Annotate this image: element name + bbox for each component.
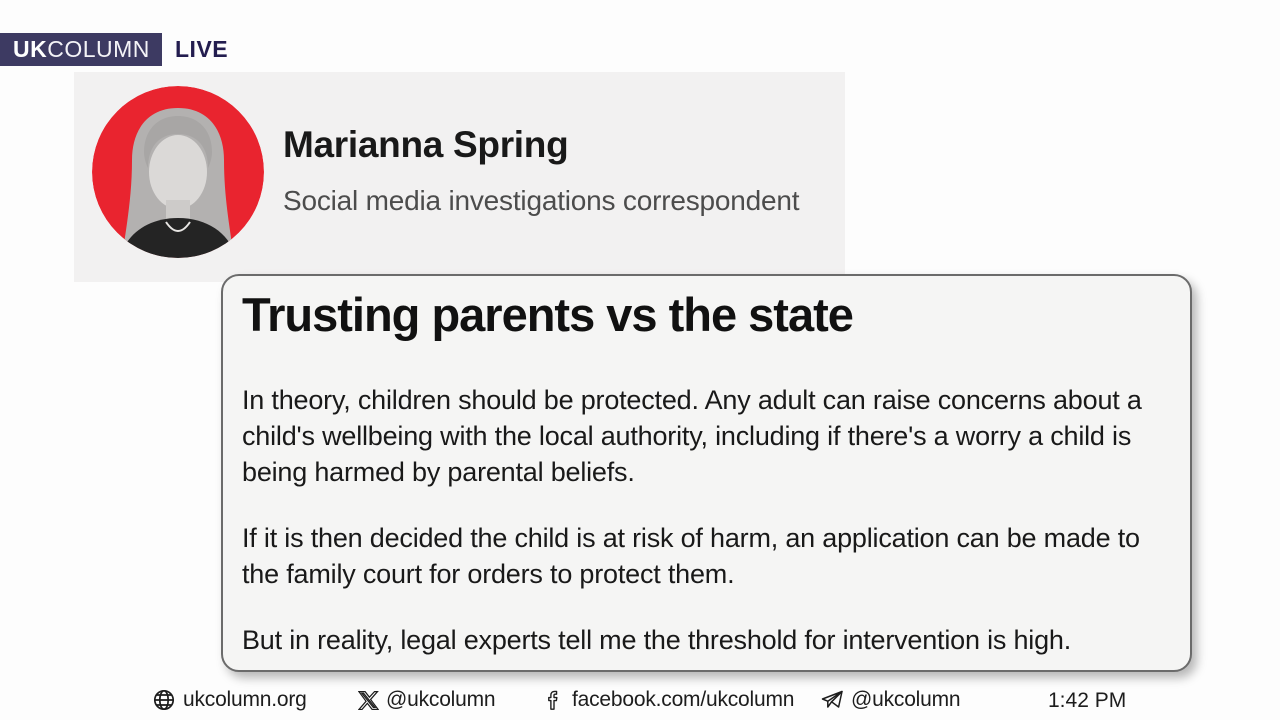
footer-telegram [820,688,960,712]
article-card [221,274,1192,672]
footer-x-text: @ukcolumn [386,688,496,711]
portrait-photo-icon [92,86,264,258]
article-title: Trusting parents vs the state [242,288,853,341]
clock-time: 1:42 PM [1048,689,1127,712]
correspondent-card [74,72,845,282]
article-paragraph: If it is then decided the child is at risk of harm, an application can be made to the family court for orders to protect them. [242,523,1140,590]
article-paragraph: But in reality, legal experts tell me the threshold for intervention is high. [242,625,1072,656]
footer-facebook [543,688,794,712]
ukcolumn-logo [0,33,162,66]
correspondent-name: Marianna Spring [283,124,569,165]
footer-website-text: ukcolumn.org [183,688,307,711]
footer-x-handle [358,688,495,712]
logo-uk-text: UK [13,36,48,62]
avatar [92,86,264,258]
footer-bar [0,688,1280,716]
correspondent-role: Social media investigations correspondent [283,185,800,216]
globe-icon [152,688,176,712]
x-icon [358,690,379,711]
footer-facebook-text: facebook.com/ukcolumn [572,688,795,711]
footer-telegram-text: @ukcolumn [851,688,961,711]
facebook-icon [543,689,565,711]
brand-bar [0,33,162,66]
telegram-icon [820,688,844,712]
article-paragraph: In theory, children should be protected. Any adult can raise concerns about a child's wellbeing with the local authority, including if there's a worry a child is being harmed by parental beliefs. [242,385,1142,488]
logo-column-text: COLUMN [47,36,150,62]
live-badge: LIVE [175,36,229,62]
footer-website [152,688,307,712]
